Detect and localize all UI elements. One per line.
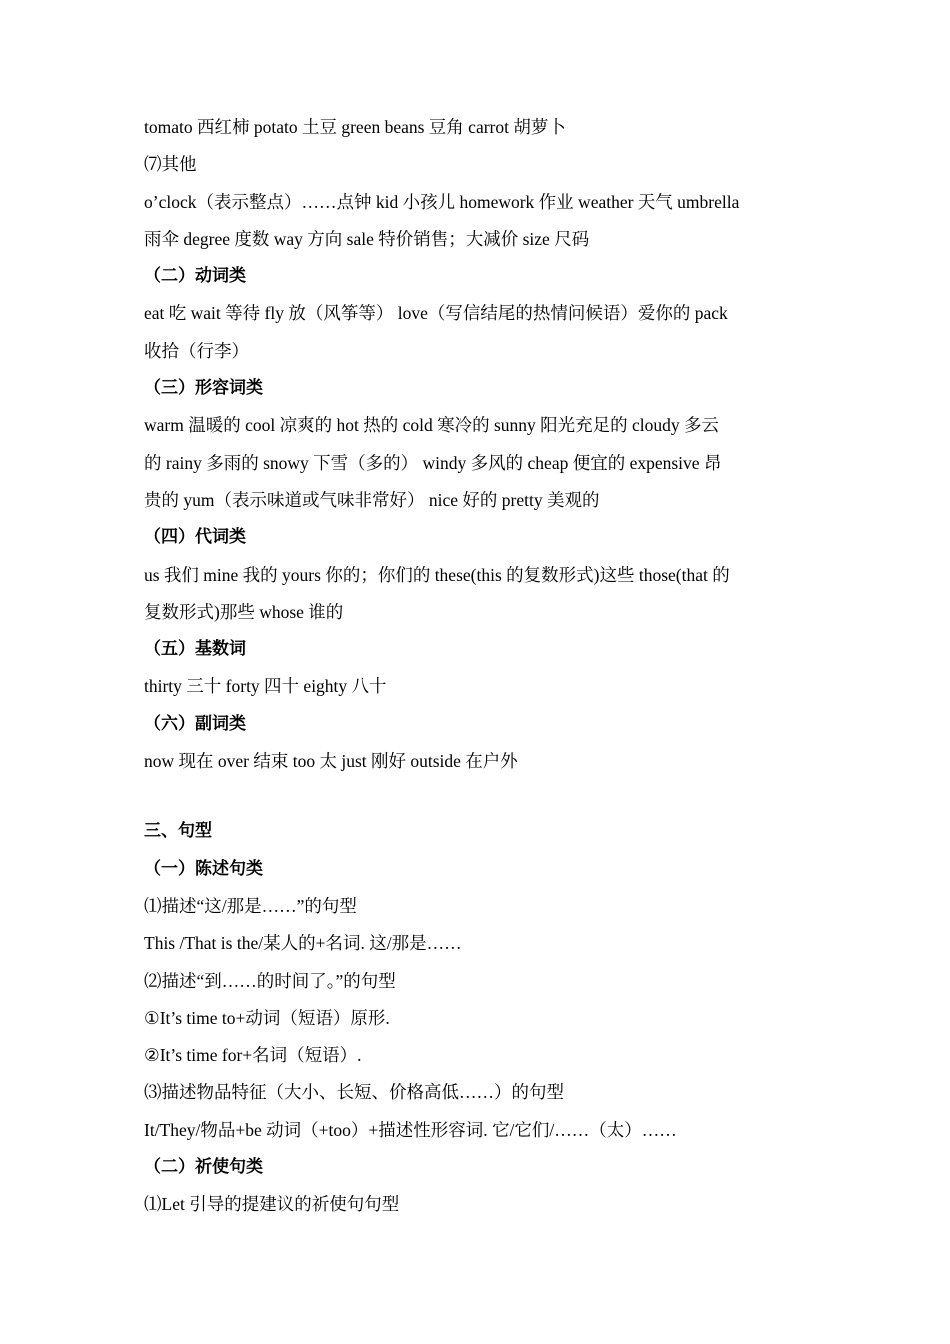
text-line: This /That is the/某人的+名词. 这/那是…… bbox=[144, 933, 462, 954]
text-line: thirty 三十 forty 四十 eighty 八十 bbox=[144, 676, 387, 697]
subsection-heading: （四）代词类 bbox=[144, 527, 246, 548]
text-line: ⑴Let 引导的提建议的祈使句句型 bbox=[144, 1194, 400, 1215]
blank-line bbox=[144, 780, 834, 813]
text-line: 复数形式)那些 whose 谁的 bbox=[144, 601, 344, 622]
text-line: eat 吃 wait 等待 fly 放（风筝等） love（写信结尾的热情问候语）爱你的 pack bbox=[144, 303, 728, 324]
text-line: o’clock（表示整点）……点钟 kid 小孩儿 homework 作业 weather 天气 umbrella bbox=[144, 191, 740, 212]
subsection-heading: （一）陈述句类 bbox=[144, 858, 263, 879]
text-line: ⑺其他 bbox=[144, 154, 197, 175]
text-line: It/They/物品+be 动词（+too）+描述性形容词. 它/它们/……（太）…… bbox=[144, 1119, 677, 1140]
text-line: 收拾（行李） bbox=[144, 340, 249, 361]
text-line: ⑵描述“到……的时间了。”的句型 bbox=[144, 970, 396, 991]
text-line: now 现在 over 结束 too 太 just 刚好 outside 在户外 bbox=[144, 751, 518, 772]
text-line: ⑴描述“这/那是……”的句型 bbox=[144, 895, 357, 916]
text-line: tomato 西红柿 potato 土豆 green beans 豆角 carrot 胡萝卜 bbox=[144, 117, 566, 137]
subsection-heading: （五）基数词 bbox=[144, 639, 246, 660]
text-line: us 我们 mine 我的 yours 你的；你们的 these(this 的复数形式)这些 those(that 的 bbox=[144, 564, 730, 585]
subsection-heading: （二）祈使句类 bbox=[144, 1157, 263, 1178]
text-line: 雨伞 degree 度数 way 方向 sale 特价销售；大减价 size 尺码 bbox=[144, 228, 590, 249]
subsection-heading: （六）副词类 bbox=[144, 713, 246, 734]
section-heading: 三、句型 bbox=[144, 821, 212, 842]
text-line: 贵的 yum（表示味道或气味非常好） nice 好的 pretty 美观的 bbox=[144, 489, 600, 510]
subsection-heading: （三）形容词类 bbox=[144, 378, 263, 399]
text-line: ⑶描述物品特征（大小、长短、价格高低……）的句型 bbox=[144, 1082, 564, 1103]
text-line: 的 rainy 多雨的 snowy 下雪（多的） windy 多风的 cheap 便宜的 expensive 昂 bbox=[144, 452, 722, 473]
text-line: warm 温暖的 cool 凉爽的 hot 热的 cold 寒冷的 sunny 阳光充足的 cloudy 多云 bbox=[144, 415, 720, 436]
document-page bbox=[144, 109, 834, 1224]
text-line: ②It’s time for+名词（短语）. bbox=[144, 1045, 362, 1066]
subsection-heading: （二）动词类 bbox=[144, 266, 246, 287]
text-line: ①It’s time to+动词（短语）原形. bbox=[144, 1007, 390, 1028]
